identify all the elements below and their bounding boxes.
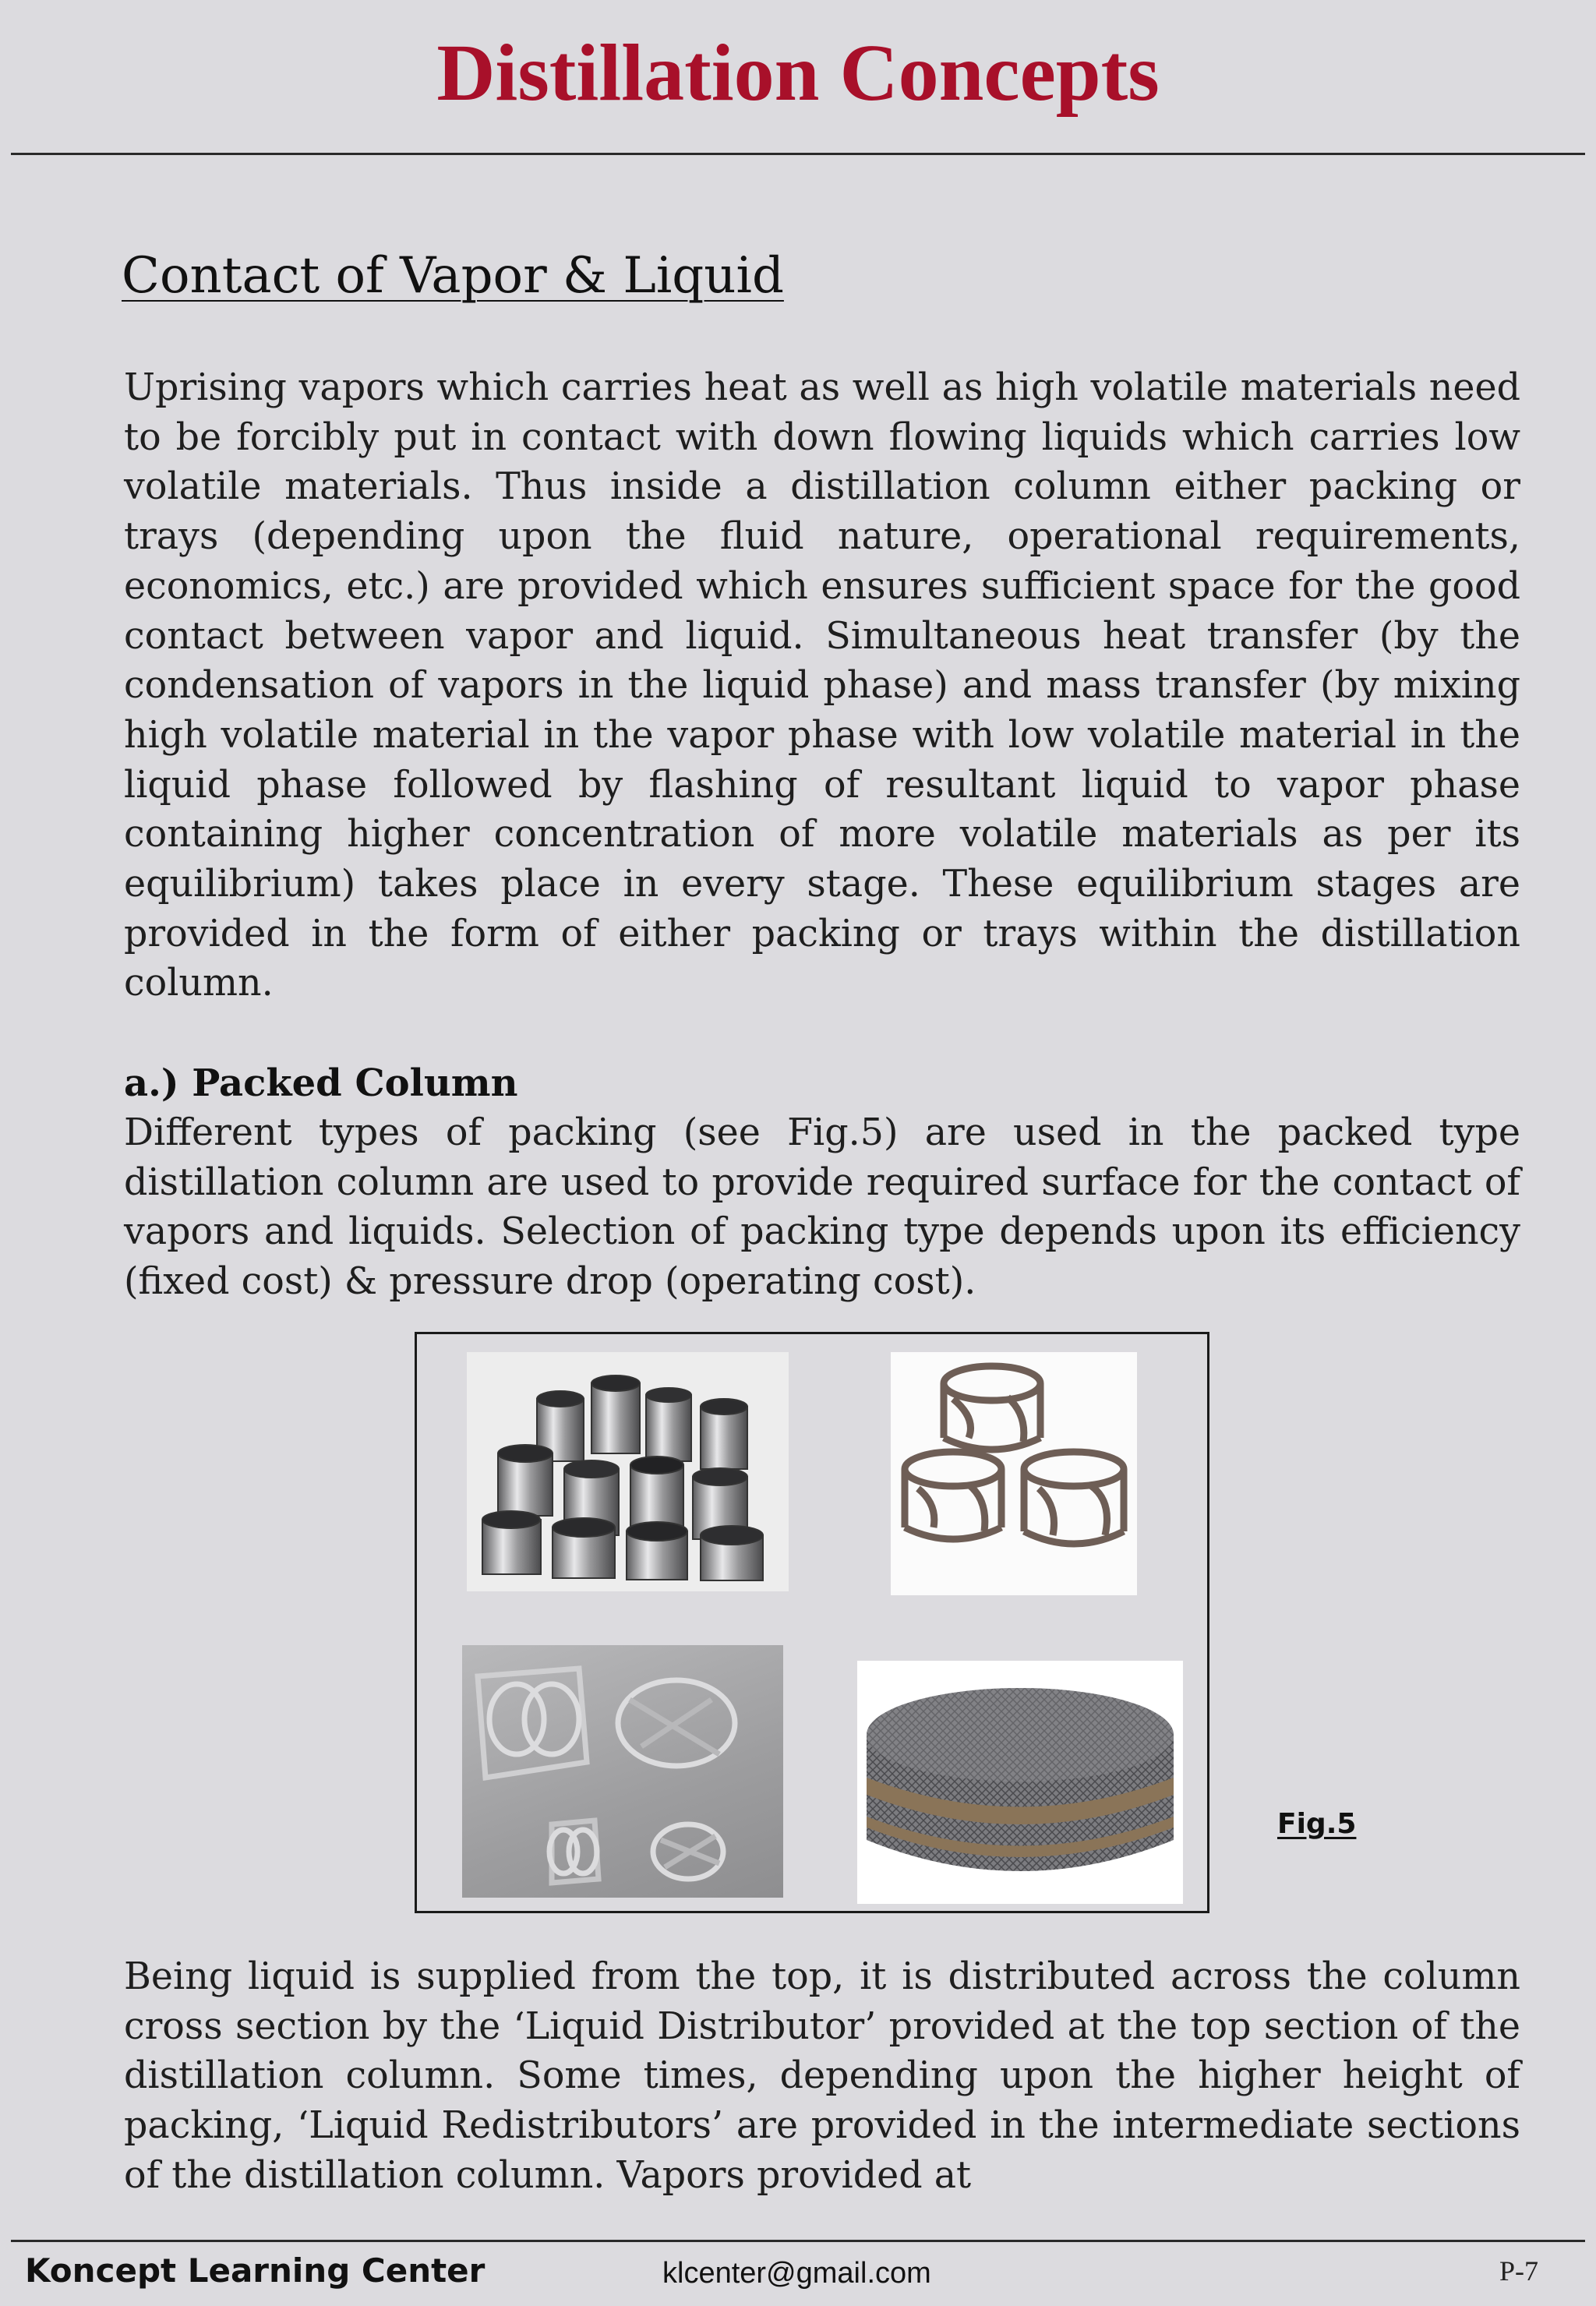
page-number: P-7 xyxy=(1499,2255,1539,2287)
footer-email: klcenter@gmail.com xyxy=(662,2257,931,2290)
structured-packing-image xyxy=(857,1661,1183,1904)
footer-organization: Koncept Learning Center xyxy=(25,2251,486,2290)
page-title: Distillation Concepts xyxy=(436,28,1160,118)
footer-divider xyxy=(11,2240,1585,2242)
liquid-distribution-paragraph: Being liquid is supplied from the top, it is distributed across the column cross section by the ‘Liquid Distributor’ provided at the top section of the distillation column. Some times, depending upon the higher height of packing, ‘Liquid Redistributors’ are provided in the intermediate sections of the distillation column. Vapors provided at xyxy=(124,1955,1520,2197)
saddle-rings-image xyxy=(462,1645,783,1898)
packed-column-heading: a.) Packed Column xyxy=(124,1061,518,1105)
pall-rings-image xyxy=(891,1352,1137,1595)
packed-column-paragraph: Different types of packing (see Fig.5) are used in the packed type distillation column are used to provide required surface for the contact of vapors and liquids. Selection of packing type depends upon its efficiency (fixed cost) & pressure drop (operating cost). xyxy=(124,1111,1520,1304)
intro-paragraph: Uprising vapors which carries heat as well as high volatile materials need to be forcibly put in contact with down flowing liquids which carries low volatile materials. Thus inside a distillation column either packing or trays (depending upon the fluid nature, operational requirements, economics, etc.) are provided which ensures sufficient space for the good contact between vapor and liquid. Simultaneous heat transfer (by the condensation of vapors in the liquid phase) and mass transfer (by mixing high volatile material in the vapor phase with low volatile material in the liquid phase followed by flashing of resultant liquid to vapor phase containing higher concentration of more volatile materials as per its equilibrium) takes place in every stage. These equilibrium stages are provided in the form of either packing or trays within the distillation column. xyxy=(124,366,1520,1005)
packing-figure xyxy=(415,1332,1209,1913)
raschig-rings-image xyxy=(467,1352,789,1591)
figure-caption: Fig.5 xyxy=(1277,1808,1357,1840)
section-heading: Contact of Vapor & Liquid xyxy=(122,247,784,305)
header-divider xyxy=(11,153,1585,155)
